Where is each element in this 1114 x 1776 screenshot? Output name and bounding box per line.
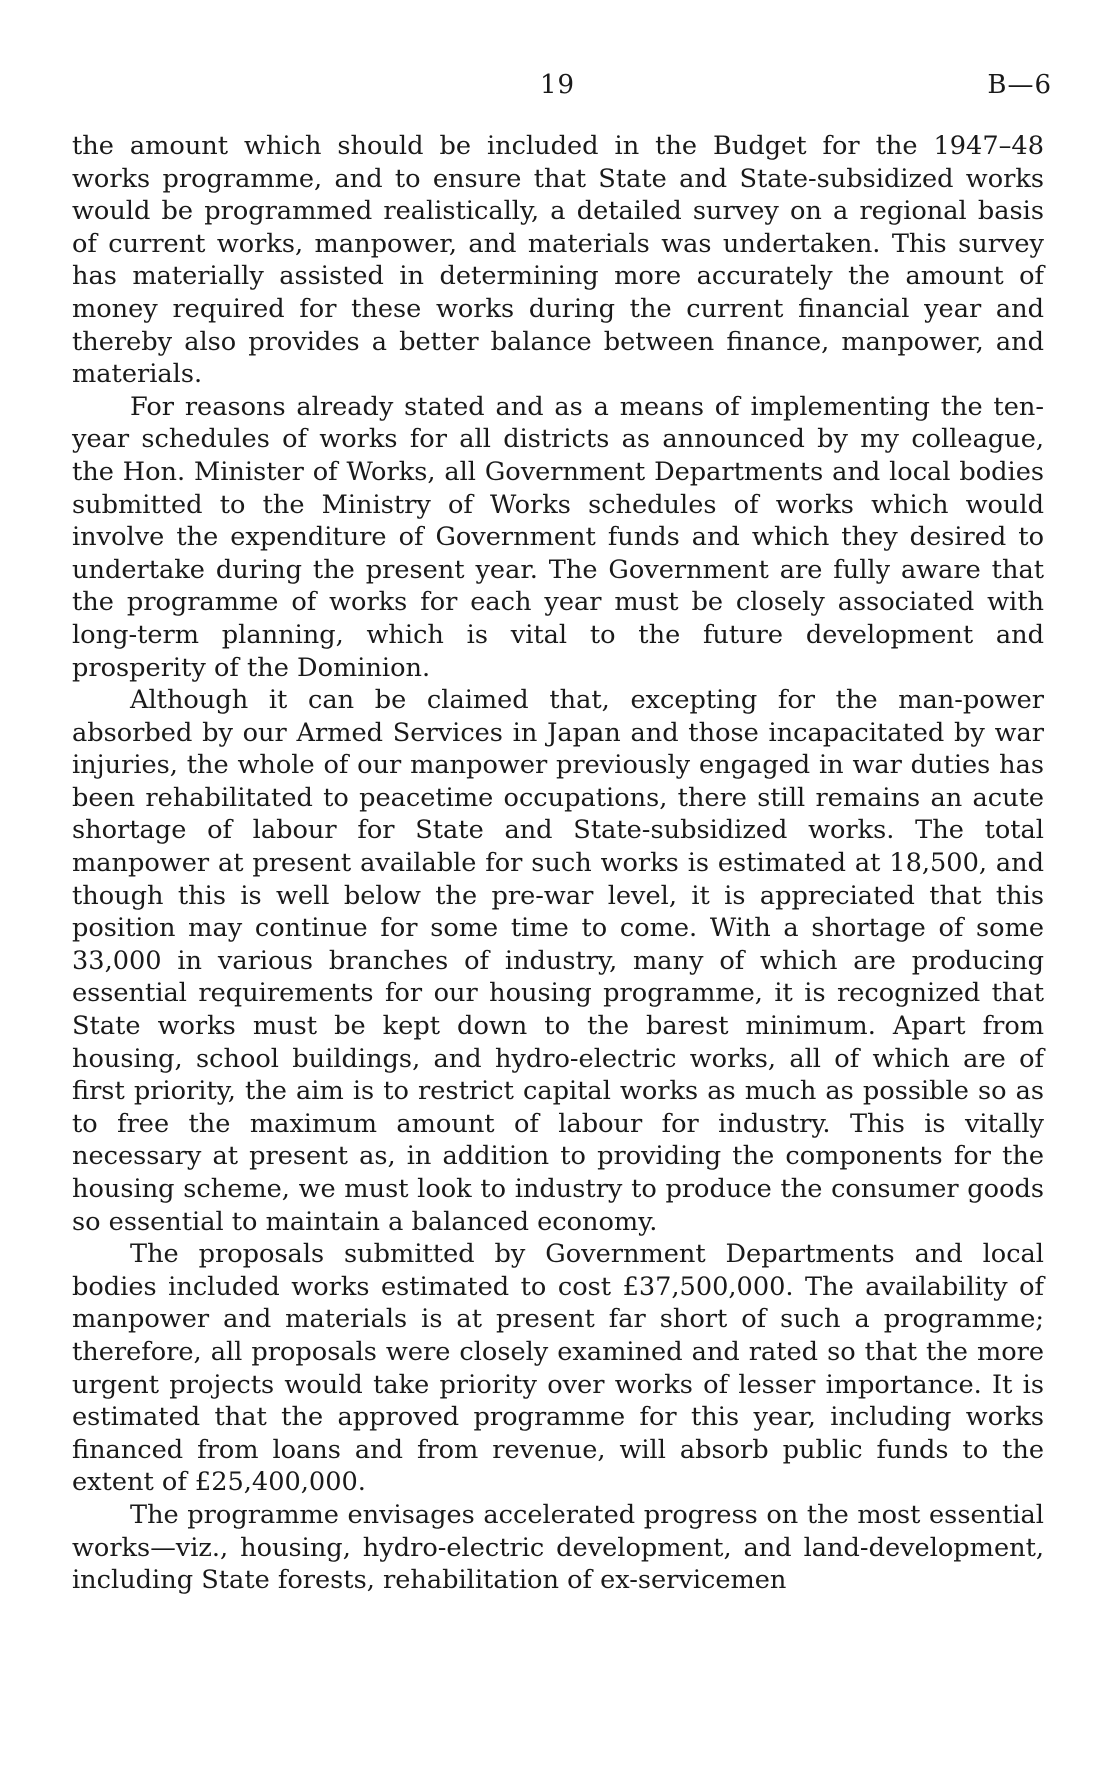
paragraph-proposals-cost: The proposals submitted by Government Departments and local bodies included works estimated to cost £37,500,000. The availability of manpower and materials is at present far short of such a programme; therefore, all proposals were closely examined and rated so that the more urgent projects would take priority over works of lesser importance. It is estimated that the approved programme for this year, including works financed from loans and from revenue, will absorb public funds to the extent of £25,400,000. [72, 1239, 1044, 1498]
page-number: 19 [540, 70, 576, 100]
page-header [0, 70, 1114, 110]
paragraph-manpower-shortage: Although it can be claimed that, excepting for the man-power absorbed by our Armed Services in Japan and those incapacitated by war injuries, the whole of our manpower previously engaged in war duties has been rehabilitated to peacetime occupations, there still remains an acute shortage of labour for State and State-subsidized works. The total manpower at present available for such works is estimated at 18,500, and though this is well below the pre-war level, it is appreciated that this position may continue for some time to come. With a shortage of some 33,000 in various branches of industry, many of which are producing essential requirements for our housing programme, it is recognized that State works must be kept down to the barest minimum. Apart from housing, school buildings, and hydro-electric works, all of which are of first priority, the aim is to restrict capital works as much as possible so as to free the maximum amount of labour for industry. This is vitally necessary at present as, in addition to providing the components for the housing scheme, we must look to industry to produce the consumer goods so essential to maintain a balanced economy. [72, 685, 1044, 1237]
paragraph-ten-year-schedules: For reasons already stated and as a means of implementing the ten-year schedules of works for all districts as announced by my colleague, the Hon. Minister of Works, all Government Departments and local bodies submitted to the Ministry of Works schedules of works which would involve the expenditure of Government funds and which they desired to undertake during the present year. The Government are fully aware that the programme of works for each year must be closely associated with long-term planning, which is vital to the future development and prosperity of the Dominion. [72, 391, 1044, 683]
document-code: B—6 [987, 70, 1052, 100]
body-text [72, 130, 1044, 1597]
paragraph-budget-survey: the amount which should be included in the Budget for the 1947–48 works programme, and to ensure that State and State-subsidized works would be programmed realistically, a detailed survey on a regional basis of current works, manpower, and materials was undertaken. This survey has materially assisted in determining more accurately the amount of money required for these works during the current financial year and thereby also provides a better balance between finance, manpower, and materials. [72, 131, 1044, 390]
paragraph-programme-envisages: The programme envisages accelerated progress on the most essential works—viz., housing, hydro-electric development, and land-development, including State forests, rehabilitation of ex-servicemen [72, 1499, 1044, 1596]
